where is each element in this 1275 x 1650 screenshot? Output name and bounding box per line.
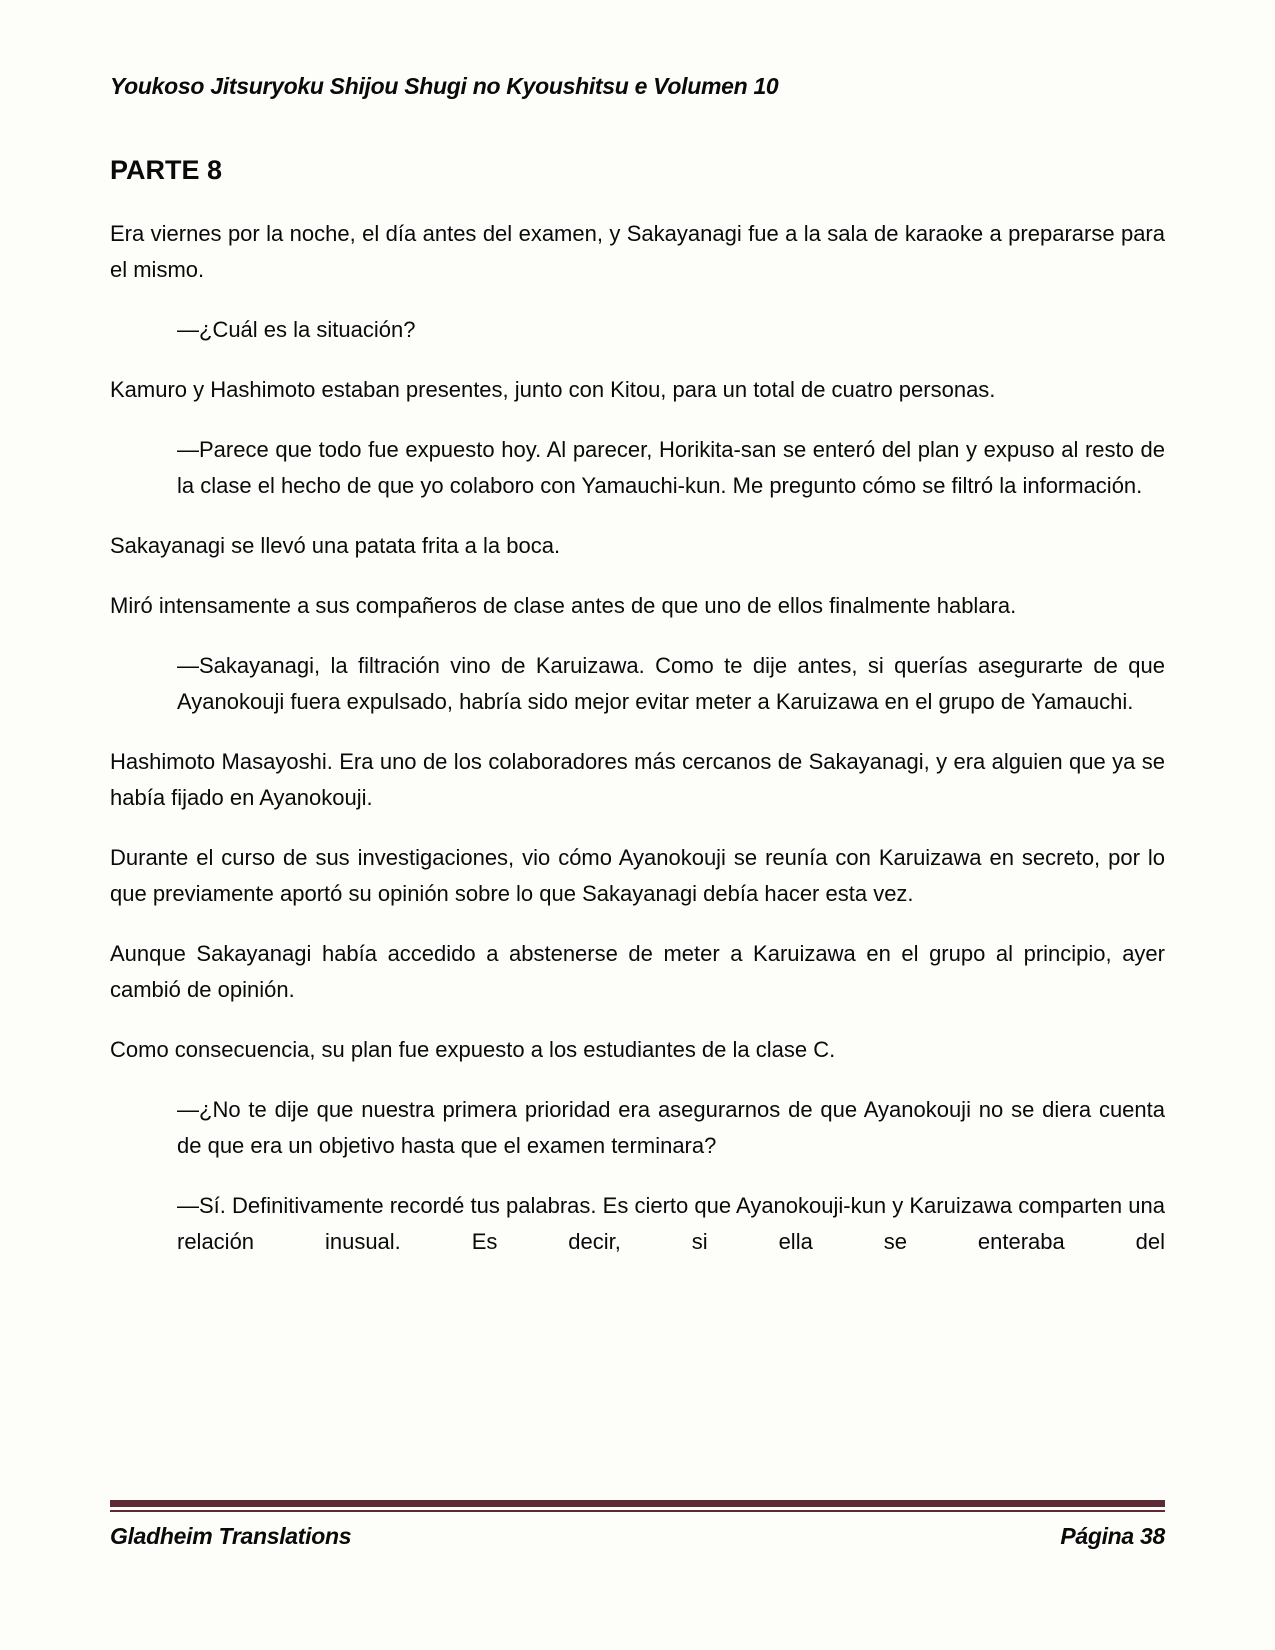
- narration-paragraph: Hashimoto Masayoshi. Era uno de los colaboradores más cercanos de Sakayanagi, y era alguien que ya se había fijado en Ayanokouji.: [110, 749, 1165, 810]
- dialogue-paragraph: —Sakayanagi, la filtración vino de Karuizawa. Como te dije antes, si querías asegurarte de que Ayanokouji fuera expulsado, habría sido mejor evitar meter a Karuizawa en el grupo de Yamauchi.: [177, 653, 1165, 714]
- narration-paragraph: Kamuro y Hashimoto estaban presentes, junto con Kitou, para un total de cuatro personas.: [110, 377, 996, 402]
- dialogue-paragraph: —¿No te dije que nuestra primera prioridad era asegurarnos de que Ayanokouji no se diera cuenta de que era un objetivo hasta que el examen terminara?: [177, 1097, 1165, 1158]
- section-heading: PARTE 8: [110, 155, 223, 185]
- running-header: Youkoso Jitsuryoku Shijou Shugi no Kyoushitsu e Volumen 10: [110, 73, 779, 99]
- narration-paragraph: Miró intensamente a sus compañeros de clase antes de que uno de ellos finalmente hablara.: [110, 593, 1017, 618]
- narration-paragraph: Aunque Sakayanagi había accedido a abstenerse de meter a Karuizawa en el grupo al principio, ayer cambió de opinión.: [110, 941, 1165, 1002]
- footer-page-number: Página 38: [1060, 1523, 1165, 1549]
- page-footer: [110, 1500, 1165, 1550]
- dialogue-paragraph: —Parece que todo fue expuesto hoy. Al parecer, Horikita-san se enteró del plan y expuso al resto de la clase el hecho de que yo colaboro con Yamauchi-kun. Me pregunto cómo se filtró la información.: [177, 437, 1165, 498]
- narration-paragraph: Como consecuencia, su plan fue expuesto a los estudiantes de la clase C.: [110, 1037, 836, 1062]
- footer-rule-thick: [110, 1500, 1165, 1507]
- dialogue-paragraph: —¿Cuál es la situación?: [177, 317, 416, 342]
- narration-paragraph: Era viernes por la noche, el día antes del examen, y Sakayanagi fue a la sala de karaoke a prepararse para el mismo.: [110, 221, 1165, 282]
- dialogue-paragraph: —Sí. Definitivamente recordé tus palabras. Es cierto que Ayanokouji-kun y Karuizawa comparten una relación inusual. Es decir, si ella se enteraba del: [177, 1193, 1165, 1254]
- footer-rule-thin: [110, 1510, 1165, 1512]
- page-body: [110, 216, 1165, 1260]
- narration-paragraph: Durante el curso de sus investigaciones, vio cómo Ayanokouji se reunía con Karuizawa en secreto, por lo que previamente aportó su opinión sobre lo que Sakayanagi debía hacer esta vez.: [110, 845, 1165, 906]
- footer-text-row: [110, 1523, 1165, 1550]
- narration-paragraph: Sakayanagi se llevó una patata frita a la boca.: [110, 533, 561, 558]
- footer-translator: Gladheim Translations: [110, 1523, 352, 1549]
